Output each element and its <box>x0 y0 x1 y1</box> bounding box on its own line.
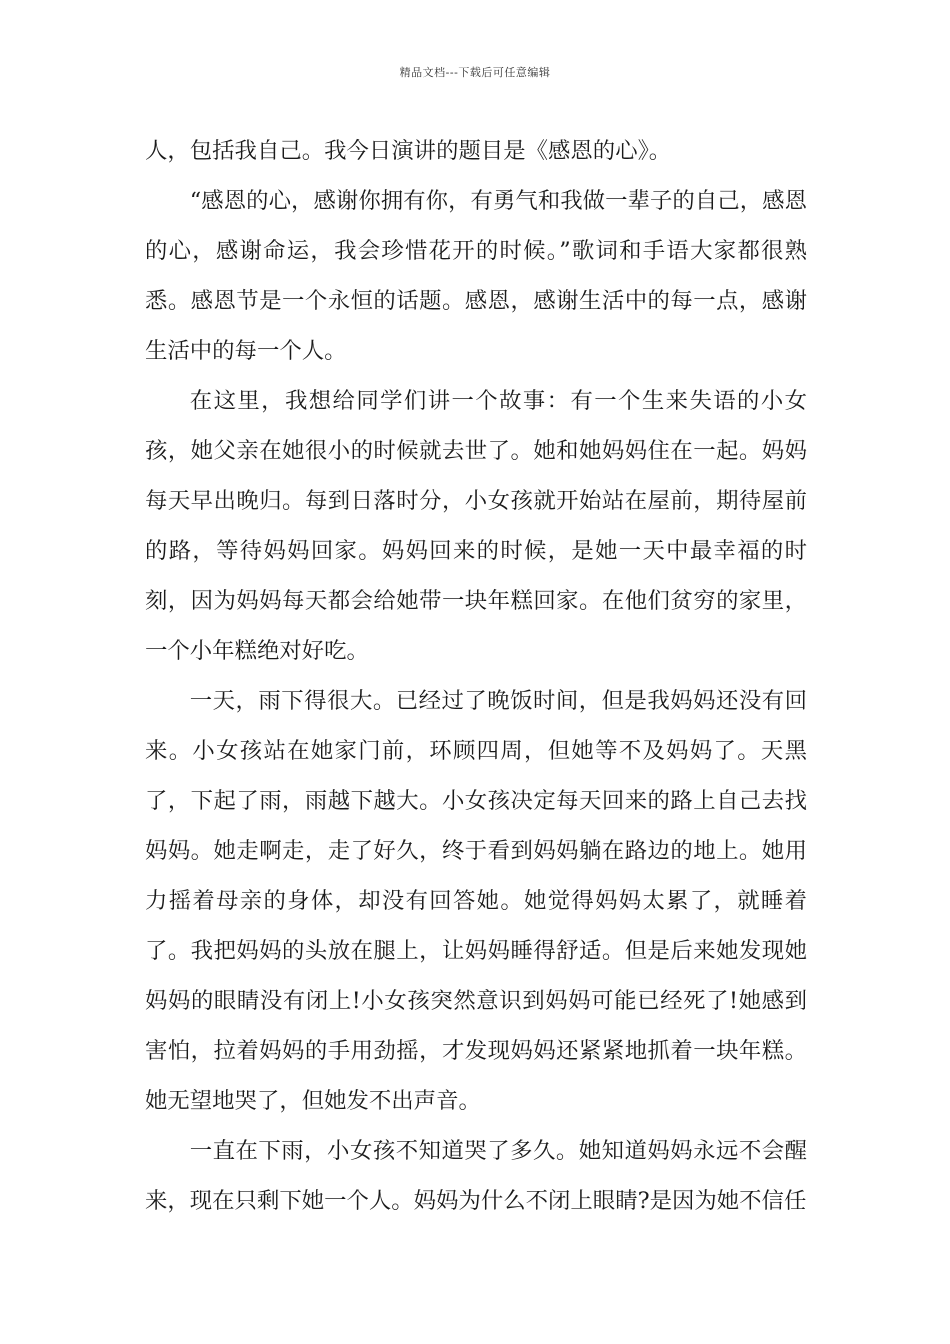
paragraph-4: 一天，雨下得很大。已经过了晚饭时间，但是我妈妈还没有回来。小女孩站在她家门前，环顾四周，但她等不及妈妈了。天黑了，下起了雨，雨越下越大。小女孩决定每天回来的路上自己去找妈妈。她走啊走，走了好久，终于看到妈妈躺在路边的地上。她用力摇着母亲的身体，却没有回答她。她觉得妈妈太累了，就睡着了。我把妈妈的头放在腿上，让妈妈睡得舒适。但是后来她发现她妈妈的眼睛没有闭上!小女孩突然意识到妈妈可能已经死了!她感到害怕，拉着妈妈的手用劲摇，才发现妈妈还紧紧地抓着一块年糕。她无望地哭了，但她发不出声音。 <box>145 688 807 1114</box>
paragraph-3: 在这里，我想给同学们讲一个故事：有一个生来失语的小女孩，她父亲在她很小的时候就去世了。她和她妈妈住在一起。妈妈每天早出晚归。每到日落时分，小女孩就开始站在屋前，期待屋前的路，等待妈妈回家。妈妈回来的时候，是她一天中最幸福的时刻，因为妈妈每天都会给她带一块年糕回家。在他们贫穷的家里，一个小年糕绝对好吃。 <box>145 388 807 664</box>
page-header: 精品文档---下载后可任意编辑 <box>399 66 551 79</box>
paragraph-2: “感恩的心，感谢你拥有你，有勇气和我做一辈子的自己，感恩的心，感谢命运，我会珍惜花开的时候。”歌词和手语大家都很熟悉。感恩节是一个永恒的话题。感恩，感谢生活中的每一点，感谢生活中的每一个人。 <box>145 188 807 364</box>
document-body <box>145 126 807 1226</box>
paragraph-5: 一直在下雨，小女孩不知道哭了多久。她知道妈妈永远不会醒来，现在只剩下她一个人。妈妈为什么不闭上眼睛?是因为她不信任 <box>145 1138 807 1214</box>
paragraph-1: 人，包括我自己。我今日演讲的题目是《感恩的心》。 <box>145 138 672 164</box>
